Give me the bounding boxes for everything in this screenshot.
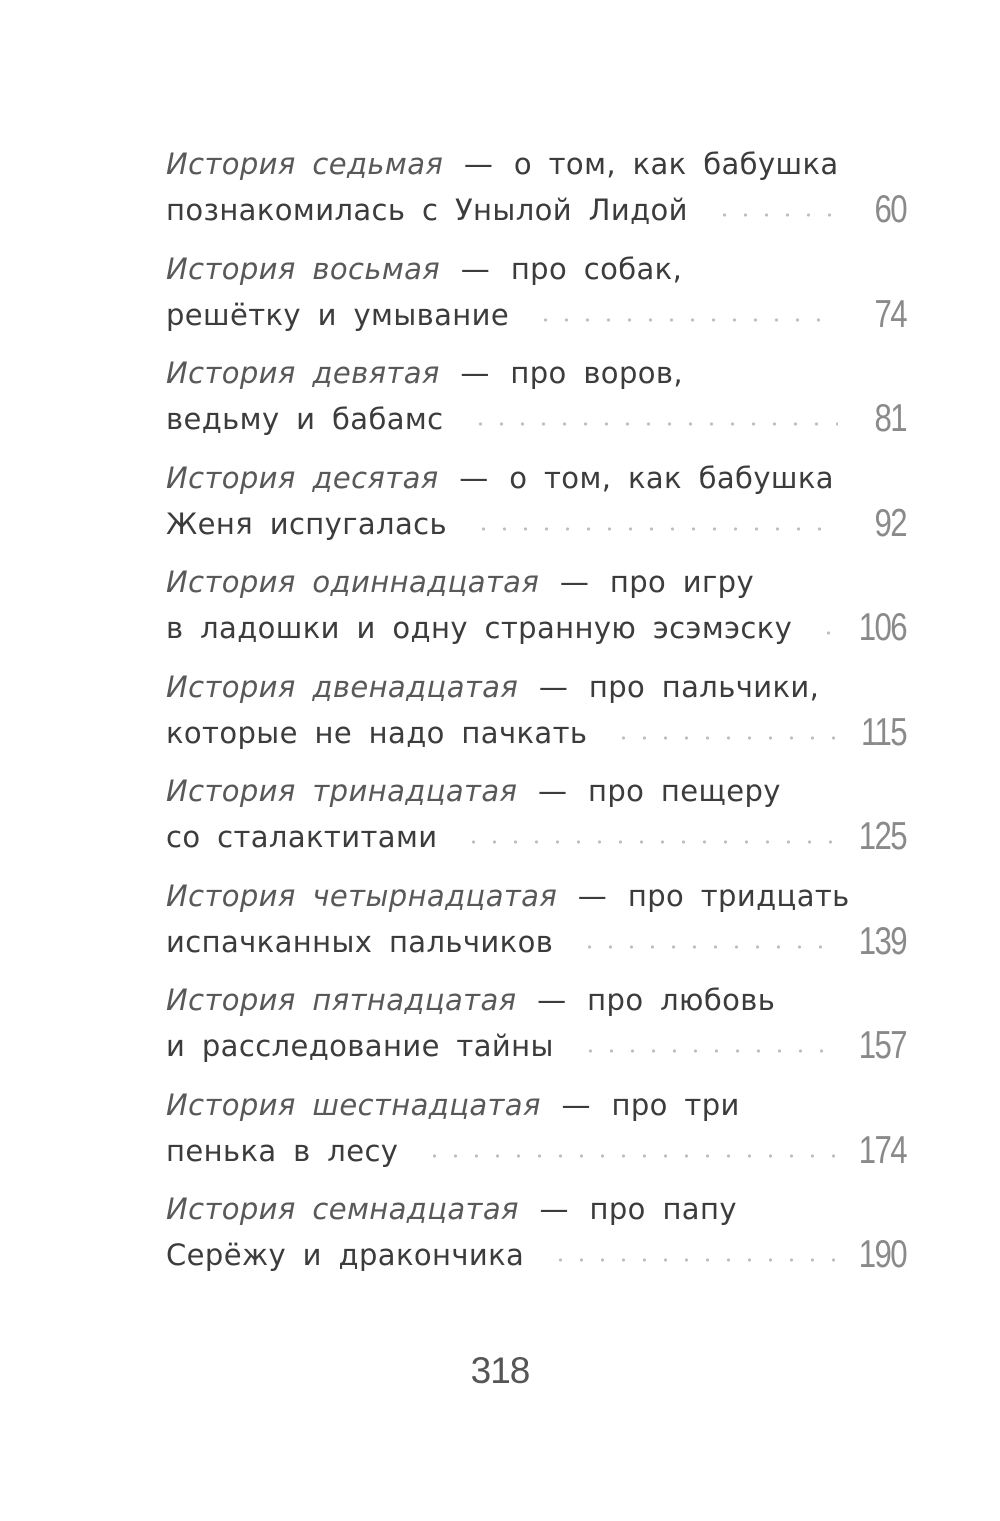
dash: — bbox=[460, 356, 490, 390]
page-number: 139 bbox=[858, 919, 906, 963]
dash: — bbox=[459, 460, 489, 495]
dash: — bbox=[537, 774, 568, 808]
toc-entry-line1 bbox=[166, 347, 683, 399]
story-title: История одиннадцатая bbox=[166, 565, 540, 599]
page-number: 74 bbox=[874, 292, 906, 336]
dash: — bbox=[559, 565, 590, 599]
story-title: История седьмая bbox=[166, 147, 444, 181]
page-number: 92 bbox=[874, 501, 906, 545]
dash: — bbox=[463, 147, 494, 181]
toc-entry-14 bbox=[166, 870, 906, 975]
page-number: 115 bbox=[861, 710, 906, 754]
story-title: История восьмая bbox=[166, 251, 441, 286]
toc-entry-12 bbox=[166, 661, 906, 766]
toc-entry-10 bbox=[166, 452, 906, 557]
page-number: 174 bbox=[858, 1128, 906, 1172]
story-subtitle: про воров, bbox=[510, 356, 684, 390]
story-title: История семнадцатая bbox=[166, 1192, 519, 1226]
page-number: 157 bbox=[858, 1024, 906, 1067]
toc-entry-line1 bbox=[166, 974, 775, 1026]
story-subtitle-continued: со сталактитами bbox=[166, 820, 438, 854]
story-title: История двенадцатая bbox=[166, 669, 519, 704]
story-subtitle-continued: познакомилась с Унылой Лидой bbox=[166, 193, 688, 227]
toc-entry-line2 bbox=[166, 1020, 838, 1072]
story-subtitle-continued: Серёжу и дракончика bbox=[166, 1238, 525, 1272]
dot-leader bbox=[613, 735, 838, 741]
toc-entry-line2 bbox=[166, 184, 838, 236]
toc-entry-line2 bbox=[166, 811, 838, 863]
toc-entry-7 bbox=[166, 138, 906, 243]
table-of-contents bbox=[166, 138, 906, 1288]
toc-entry-line2 bbox=[166, 393, 838, 445]
dot-leader bbox=[579, 944, 838, 950]
story-subtitle-continued: ведьму и бабамс bbox=[166, 402, 444, 436]
story-title: История десятая bbox=[166, 460, 439, 495]
story-title: История девятая bbox=[166, 356, 440, 390]
dot-leader bbox=[470, 421, 838, 427]
page-number: 190 bbox=[858, 1233, 906, 1276]
story-subtitle: про тридцать bbox=[627, 878, 850, 913]
dash: — bbox=[577, 878, 608, 913]
toc-entry-16 bbox=[166, 1079, 906, 1184]
story-subtitle: про три bbox=[611, 1087, 740, 1122]
dash: — bbox=[561, 1087, 591, 1122]
toc-entry-line1 bbox=[166, 556, 754, 608]
page-number: 106 bbox=[858, 606, 906, 649]
toc-entry-9 bbox=[166, 347, 906, 452]
toc-entry-line1 bbox=[166, 1183, 737, 1235]
story-subtitle: про пещеру bbox=[588, 774, 781, 808]
page-number: 60 bbox=[874, 188, 906, 231]
story-subtitle: про любовь bbox=[587, 983, 776, 1017]
toc-entry-line1 bbox=[166, 765, 781, 817]
toc-entry-line2 bbox=[166, 916, 838, 968]
story-subtitle-continued: испачканных пальчиков bbox=[166, 924, 554, 959]
toc-entry-line1 bbox=[166, 452, 834, 504]
story-subtitle-continued: в ладошки и одну странную эсэмэску bbox=[166, 611, 793, 645]
toc-entry-17 bbox=[166, 1183, 906, 1288]
toc-entry-line2 bbox=[166, 289, 838, 341]
toc-entry-8 bbox=[166, 243, 906, 348]
page-number: 125 bbox=[858, 815, 906, 858]
toc-entry-line1 bbox=[166, 138, 839, 190]
toc-entry-line1 bbox=[166, 243, 682, 295]
toc-entry-line2 bbox=[166, 707, 838, 759]
story-subtitle-continued: и расследование тайны bbox=[166, 1029, 554, 1063]
dot-leader bbox=[424, 1153, 838, 1159]
dot-leader bbox=[463, 839, 838, 845]
page-number: 81 bbox=[874, 397, 906, 440]
story-subtitle-continued: которые не надо пачкать bbox=[166, 715, 588, 750]
story-subtitle: про пальчики, bbox=[588, 669, 820, 704]
folio-page-number: 318 bbox=[470, 1350, 530, 1391]
dash: — bbox=[460, 251, 491, 286]
dash: — bbox=[537, 983, 567, 1017]
toc-entry-line2 bbox=[166, 1229, 838, 1281]
story-title: История тринадцатая bbox=[166, 774, 518, 808]
toc-entry-11 bbox=[166, 556, 906, 661]
dash: — bbox=[538, 669, 569, 704]
story-subtitle: про игру bbox=[609, 565, 755, 599]
toc-entry-line1 bbox=[166, 870, 850, 922]
toc-entry-13 bbox=[166, 765, 906, 870]
dash: — bbox=[539, 1192, 569, 1226]
dot-leader bbox=[550, 1257, 838, 1263]
story-subtitle: о том, как бабушка bbox=[509, 460, 834, 495]
dot-leader bbox=[714, 212, 838, 218]
dot-leader bbox=[473, 526, 838, 532]
story-subtitle: про папу bbox=[589, 1192, 737, 1226]
story-subtitle: про собак, bbox=[510, 251, 683, 286]
toc-entry-line2 bbox=[166, 1125, 838, 1177]
story-subtitle-continued: пенька в лесу bbox=[166, 1133, 399, 1168]
story-subtitle-continued: Женя испугалась bbox=[166, 506, 447, 541]
toc-entry-line2 bbox=[166, 498, 838, 550]
story-title: История шестнадцатая bbox=[166, 1087, 541, 1122]
toc-entry-line1 bbox=[166, 1079, 740, 1131]
toc-entry-line2 bbox=[166, 602, 838, 654]
dot-leader bbox=[580, 1048, 838, 1054]
dot-leader bbox=[535, 317, 838, 323]
story-title: История четырнадцатая bbox=[166, 878, 558, 913]
story-subtitle-continued: решётку и умывание bbox=[166, 297, 510, 332]
story-title: История пятнадцатая bbox=[166, 983, 517, 1017]
toc-entry-line1 bbox=[166, 661, 819, 713]
toc-entry-15 bbox=[166, 974, 906, 1079]
story-subtitle: о том, как бабушка bbox=[513, 147, 839, 181]
